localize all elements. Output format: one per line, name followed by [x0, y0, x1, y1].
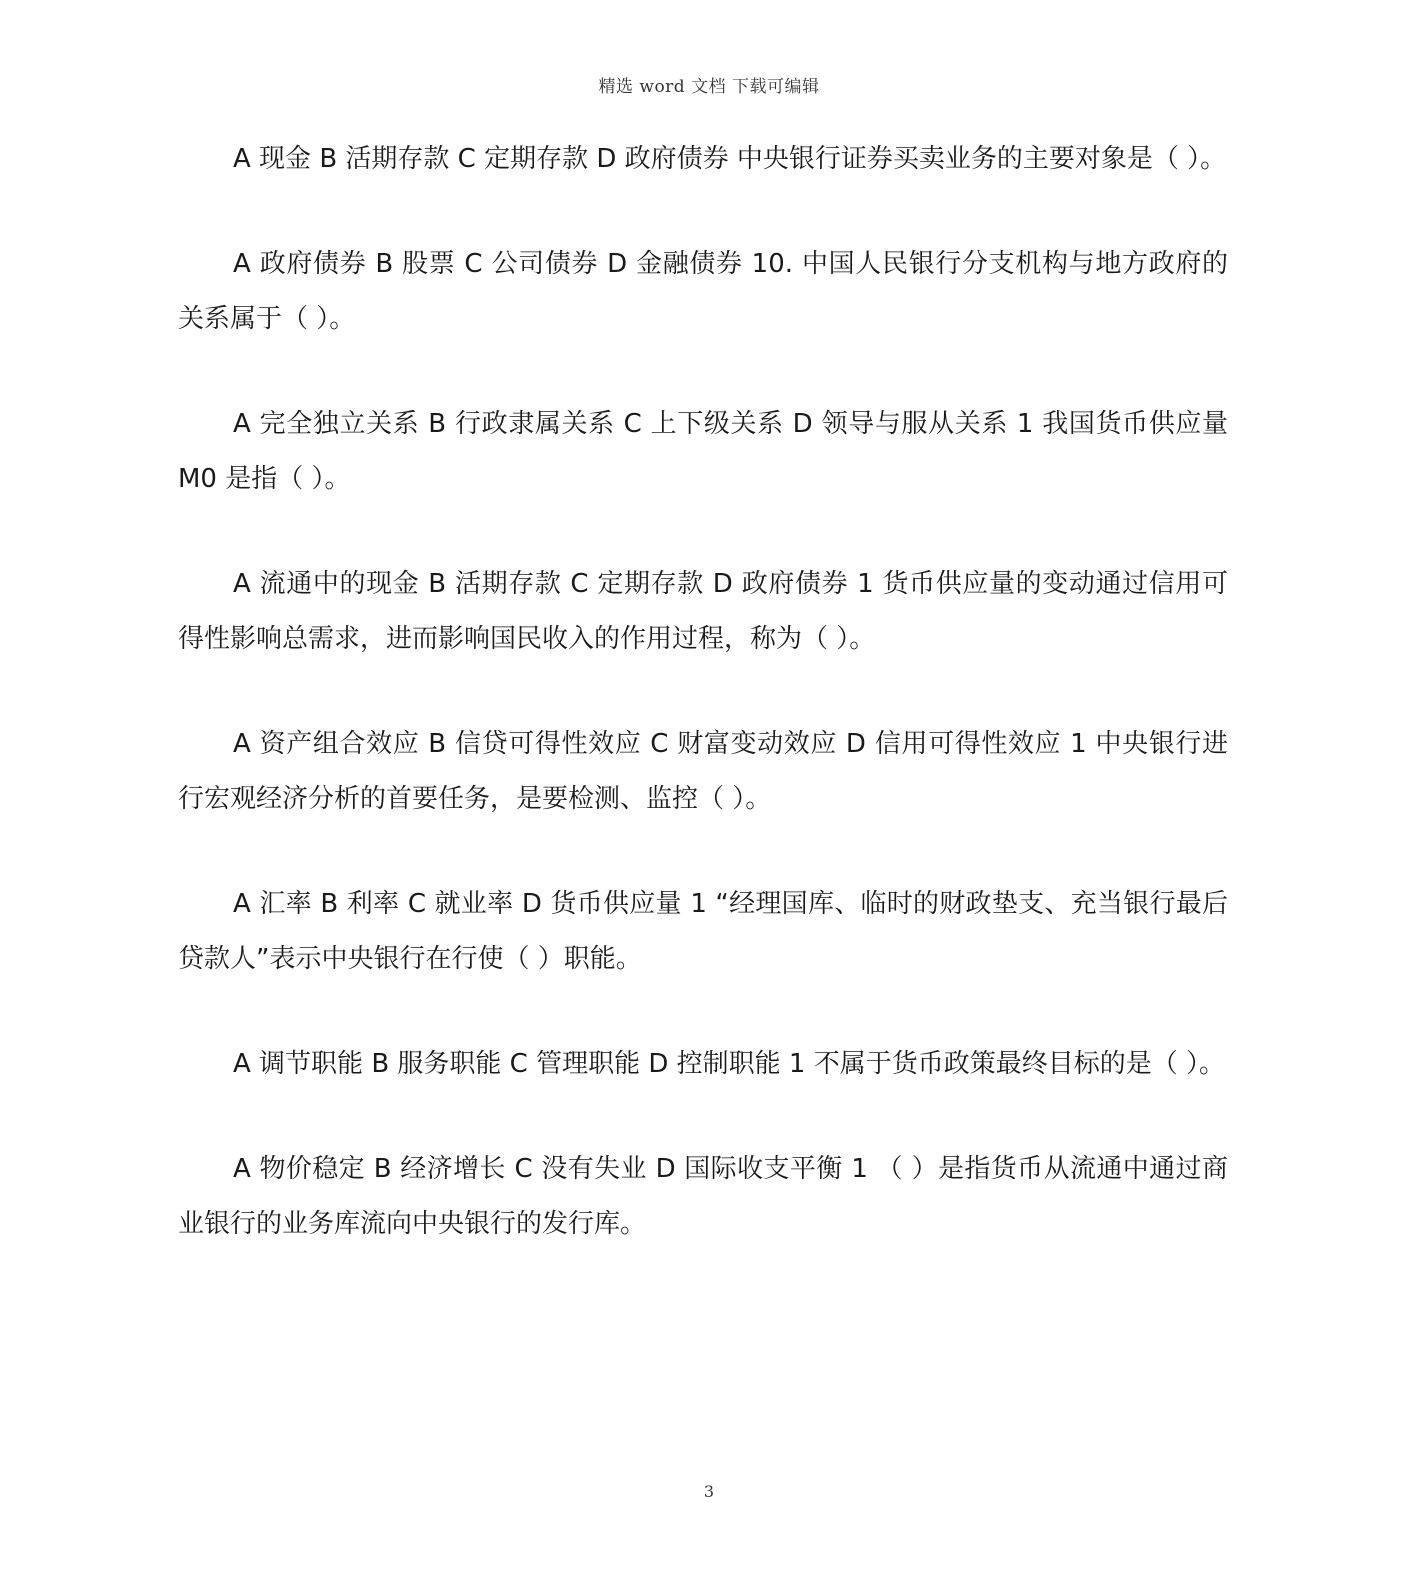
page-number: 3: [703, 1482, 715, 1501]
paragraph-3: A 完全独立关系 B 行政隶属关系 C 上下级关系 D 领导与服从关系 1 我国货币供应量 M0 是指（ ）。: [178, 409, 1228, 494]
paragraph-4: A 流通中的现金 B 活期存款 C 定期存款 D 政府债券 1 货币供应量的变动通过信用可得性影响总需求，进而影响国民收入的作用过程，称为（ ）。: [178, 569, 1228, 654]
paragraph-6: A 汇率 B 利率 C 就业率 D 货币供应量 1 “经理国库、临时的财政垫支、充当银行最后贷款人”表示中央银行在行使（ ）职能。: [178, 889, 1228, 974]
page-header: 精选 word 文档 下载可编辑: [598, 77, 820, 97]
paragraph-1: A 现金 B 活期存款 C 定期存款 D 政府债券 中央银行证券买卖业务的主要对象是（ ）。: [233, 144, 1227, 174]
document-body: [178, 132, 1228, 1302]
paragraph-2: A 政府债券 B 股票 C 公司债券 D 金融债券 10. 中国人民银行分支机构与地方政府的关系属于（ ）。: [178, 249, 1228, 334]
paragraph-8: A 物价稳定 B 经济增长 C 没有失业 D 国际收支平衡 1 （ ）是指货币从流通中通过商业银行的业务库流向中央银行的发行库。: [178, 1154, 1228, 1239]
paragraph-5: A 资产组合效应 B 信贷可得性效应 C 财富变动效应 D 信用可得性效应 1 中央银行进行宏观经济分析的首要任务，是要检测、监控（ ）。: [178, 729, 1228, 814]
paragraph-7: A 调节职能 B 服务职能 C 管理职能 D 控制职能 1 不属于货币政策最终目标的是（ ）。: [233, 1049, 1225, 1079]
